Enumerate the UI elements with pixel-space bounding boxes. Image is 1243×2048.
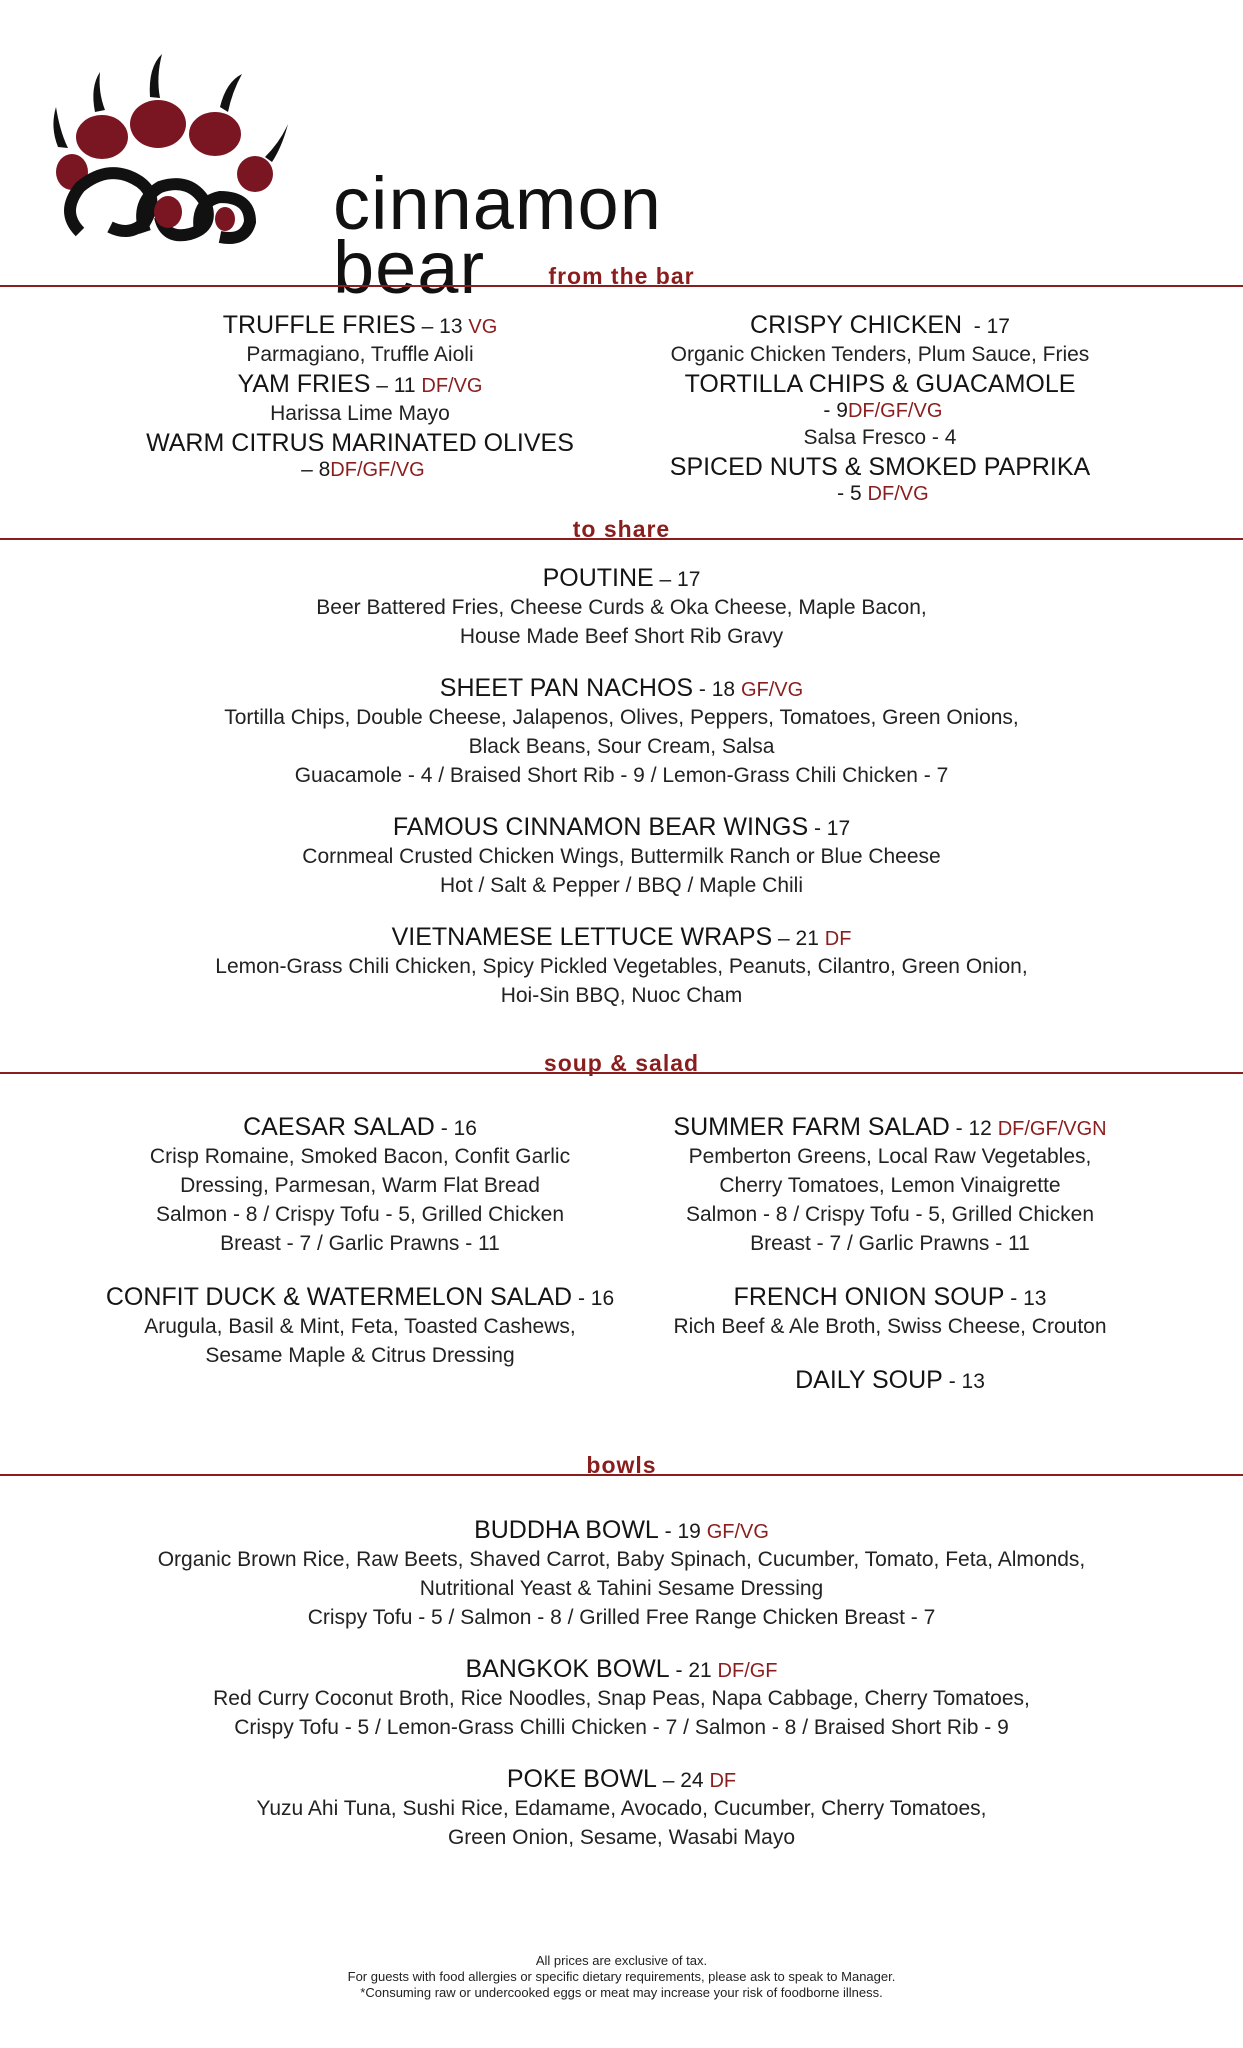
dietary-tag: DF/GF/VGN	[997, 1118, 1107, 1140]
menu-item-heading	[100, 1112, 620, 1142]
menu-item-name: BANGKOK BOWL	[465, 1655, 670, 1683]
salad-left-column	[100, 1112, 620, 1370]
menu-item-name: TORTILLA CHIPS & GUACAMOLE	[684, 370, 1076, 398]
menu-item-name: TRUFFLE FRIES	[222, 311, 416, 339]
menu-item-description: Yuzu Ahi Tuna, Sushi Rice, Edamame, Avocado, Cucumber, Cherry Tomatoes,	[256, 1797, 987, 1820]
menu-item-heading	[60, 1515, 1183, 1545]
footer-line: All prices are exclusive of tax.	[535, 1953, 708, 1968]
menu-item-description: Organic Brown Rice, Raw Beets, Shaved Carrot, Baby Spinach, Cucumber, Tomato, Feta, Almonds,	[157, 1548, 1086, 1571]
bar-left-column	[120, 310, 600, 482]
menu-item-description: Salmon - 8 / Crispy Tofu - 5, Grilled Chicken	[685, 1203, 1095, 1226]
menu-item-price: – 24	[656, 1769, 710, 1792]
menu-item	[630, 1112, 1150, 1258]
brand-line-1: cinnamon	[333, 162, 662, 245]
menu-item-price: - 5	[831, 482, 868, 505]
menu-item-price: – 11	[370, 374, 422, 397]
menu-item-heading	[630, 1282, 1150, 1312]
menu-item-heading	[100, 673, 1143, 703]
bar-right-column	[640, 310, 1120, 506]
menu-item-heading	[60, 1654, 1183, 1684]
menu-item	[60, 1654, 1183, 1742]
menu-item-price: – 17	[653, 568, 701, 591]
dietary-tag: DF/GF/VG	[847, 400, 943, 422]
menu-item-price: - 17	[808, 817, 851, 840]
menu-item-name: DAILY SOUP	[795, 1366, 943, 1394]
footer-notes	[0, 1953, 1243, 2001]
menu-item	[100, 563, 1143, 651]
menu-item-name: SPICED NUTS & SMOKED PAPRIKA	[669, 453, 1091, 481]
menu-item-name: FAMOUS CINNAMON BEAR WINGS	[392, 813, 809, 841]
menu-item-heading	[100, 1282, 620, 1312]
dietary-tag: DF/VG	[421, 375, 483, 397]
menu-item-description: Cherry Tomatoes, Lemon Vinaigrette	[719, 1174, 1061, 1197]
menu-item-heading	[630, 1112, 1150, 1142]
section-title: to share	[572, 516, 671, 542]
menu-item-description: Salsa Fresco - 4	[803, 426, 957, 449]
menu-item-heading	[640, 452, 1120, 506]
menu-item-name: YAM FRIES	[237, 370, 371, 398]
menu-item-name: BUDDHA BOWL	[474, 1516, 659, 1544]
dietary-tag: DF	[824, 928, 852, 950]
footer-line: *Consuming raw or undercooked eggs or meat may increase your risk of foodborne illness.	[360, 1985, 883, 2000]
dietary-tag: GF/VG	[740, 679, 804, 701]
menu-item-description: Dressing, Parmesan, Warm Flat Bread	[180, 1174, 540, 1197]
menu-item-heading	[100, 922, 1143, 952]
menu-item-heading	[120, 369, 600, 399]
section-title: bowls	[586, 1452, 657, 1478]
menu-item-description: Guacamole - 4 / Braised Short Rib - 9 / Lemon-Grass Chili Chicken - 7	[294, 764, 949, 787]
menu-item	[630, 1365, 1150, 1395]
menu-item-description: House Made Beef Short Rib Gravy	[459, 625, 784, 648]
section-header-bar	[0, 263, 1243, 293]
menu-item-description: Cornmeal Crusted Chicken Wings, Buttermilk Ranch or Blue Cheese	[302, 845, 941, 868]
menu-item-description: Rich Beef & Ale Broth, Swiss Cheese, Crouton	[673, 1315, 1107, 1338]
menu-item-price: - 21	[669, 1659, 718, 1682]
menu-item-description: Parmagiano, Truffle Aioli	[246, 343, 474, 366]
menu-item-price: – 8	[295, 458, 331, 481]
menu-item-description: Black Beans, Sour Cream, Salsa	[468, 735, 775, 758]
menu-item	[100, 1282, 620, 1370]
menu-item-description: Nutritional Yeast & Tahini Sesame Dressing	[419, 1577, 824, 1600]
menu-item-description: Crispy Tofu - 5 / Lemon-Grass Chilli Chicken - 7 / Salmon - 8 / Braised Short Rib - 9	[234, 1716, 1009, 1739]
section-title: soup & salad	[543, 1050, 700, 1076]
menu-item-price: - 12	[949, 1117, 998, 1140]
menu-item-description: Green Onion, Sesame, Wasabi Mayo	[447, 1826, 796, 1849]
menu-item-price: – 13	[415, 315, 469, 338]
menu-item-description: Breast - 7 / Garlic Prawns - 11	[220, 1232, 500, 1255]
share-column	[100, 563, 1143, 1010]
menu-item-heading	[640, 310, 1120, 340]
dietary-tag: VG	[468, 316, 498, 338]
menu-item-description: Organic Chicken Tenders, Plum Sauce, Fries	[670, 343, 1090, 366]
menu-item-name: CRISPY CHICKEN	[750, 311, 963, 339]
menu-item-price: - 17	[962, 315, 1010, 338]
menu-item-description: Sesame Maple & Citrus Dressing	[205, 1344, 515, 1367]
menu-item	[100, 673, 1143, 790]
salad-right-column	[630, 1112, 1150, 1395]
menu-item-description: Breast - 7 / Garlic Prawns - 11	[750, 1232, 1030, 1255]
menu-item-description: Hot / Salt & Pepper / BBQ / Maple Chili	[440, 874, 803, 897]
menu-item	[120, 428, 600, 482]
menu-item-name: SHEET PAN NACHOS	[439, 674, 694, 702]
menu-item-description: Crispy Tofu - 5 / Salmon - 8 / Grilled Free Range Chicken Breast - 7	[307, 1606, 936, 1629]
menu-item-heading	[100, 812, 1143, 842]
dietary-tag: DF/GF/VG	[330, 459, 425, 481]
menu-item-price: - 18	[693, 678, 741, 701]
menu-item	[100, 922, 1143, 1010]
menu-item-name: POKE BOWL	[506, 1765, 657, 1793]
menu-item-description: Tortilla Chips, Double Cheese, Jalapenos, Olives, Peppers, Tomatoes, Green Onions,	[224, 706, 1019, 729]
menu-item-heading	[120, 428, 600, 482]
menu-item-price: - 13	[1004, 1287, 1047, 1310]
bear-paw-icon	[50, 52, 290, 252]
menu-item-name: VIETNAMESE LETTUCE WRAPS	[391, 923, 773, 951]
menu-item	[640, 369, 1120, 452]
menu-item-description: Beer Battered Fries, Cheese Curds & Oka Cheese, Maple Bacon,	[316, 596, 927, 619]
menu-item-name: CAESAR SALAD	[243, 1113, 435, 1141]
menu-item-name: FRENCH ONION SOUP	[733, 1283, 1005, 1311]
section-header-soup-salad	[0, 1050, 1243, 1080]
menu-item-name: SUMMER FARM SALAD	[673, 1113, 950, 1141]
section-header-bowls	[0, 1452, 1243, 1482]
menu-item-description: Lemon-Grass Chili Chicken, Spicy Pickled Vegetables, Peanuts, Cilantro, Green Onion,	[215, 955, 1028, 978]
menu-item-description: Pemberton Greens, Local Raw Vegetables,	[688, 1145, 1092, 1168]
menu-item-description: Harissa Lime Mayo	[270, 402, 450, 425]
section-title: from the bar	[548, 263, 695, 289]
menu-item-heading	[60, 1764, 1183, 1794]
dietary-tag: GF/VG	[706, 1521, 769, 1543]
footer-line: For guests with food allergies or specific dietary requirements, please ask to speak to Manager.	[347, 1969, 896, 1984]
menu-item	[60, 1515, 1183, 1632]
menu-item-description: Crisp Romaine, Smoked Bacon, Confit Garlic	[149, 1145, 571, 1168]
menu-item	[100, 812, 1143, 900]
menu-item-description: Arugula, Basil & Mint, Feta, Toasted Cashews,	[144, 1315, 576, 1338]
menu-item-heading	[640, 369, 1120, 423]
menu-item-price: - 19	[658, 1520, 707, 1543]
dietary-tag: DF/VG	[867, 483, 929, 505]
menu-item-heading	[120, 310, 600, 340]
menu-item-price: - 16	[572, 1287, 615, 1310]
menu-item	[60, 1764, 1183, 1852]
menu-item	[120, 369, 600, 428]
brand-line-2: bear	[333, 226, 486, 309]
menu-item-description: Hoi-Sin BBQ, Nuoc Cham	[500, 984, 743, 1007]
menu-item-description: Red Curry Coconut Broth, Rice Noodles, Snap Peas, Napa Cabbage, Cherry Tomatoes,	[213, 1687, 1030, 1710]
section-header-share	[0, 516, 1243, 546]
menu-item-name: CONFIT DUCK & WATERMELON SALAD	[105, 1283, 573, 1311]
menu-item-name: WARM CITRUS MARINATED OLIVES	[146, 429, 574, 457]
dietary-tag: DF/GF	[717, 1660, 778, 1682]
menu-item-description: Salmon - 8 / Crispy Tofu - 5, Grilled Chicken	[155, 1203, 565, 1226]
bowls-column	[60, 1515, 1183, 1852]
menu-item-heading	[630, 1365, 1150, 1395]
dietary-tag: DF	[709, 1770, 737, 1792]
menu-item-price: - 13	[942, 1370, 985, 1393]
menu-item	[120, 310, 600, 369]
menu-item-heading	[100, 563, 1143, 593]
menu-item-price: - 16	[434, 1117, 477, 1140]
menu-item-price: - 9	[817, 399, 848, 422]
menu-item	[100, 1112, 620, 1258]
menu-item-name: POUTINE	[542, 564, 654, 592]
menu-item	[630, 1282, 1150, 1341]
menu-item	[640, 310, 1120, 369]
menu-item-price: – 21	[772, 927, 825, 950]
menu-item	[640, 452, 1120, 506]
